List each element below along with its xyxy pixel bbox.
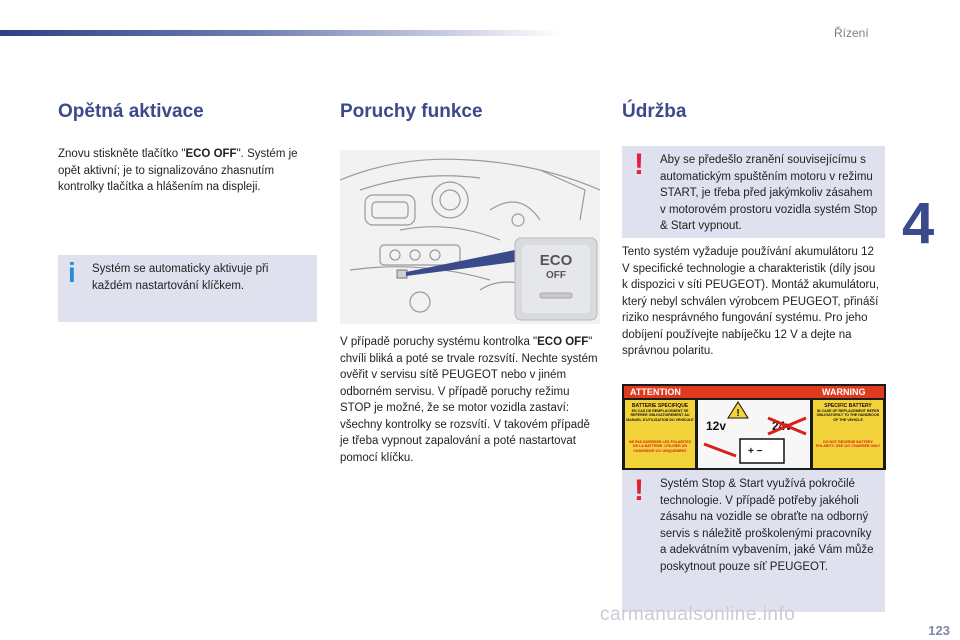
label-attention: ATTENTION <box>630 387 681 397</box>
page-number: 123 <box>928 623 950 638</box>
warning-box-2-text: Systém Stop & Start využívá pokročilé technologie. V případě potřeby jakéholi zásahu na vozidle se obraťte na odborný servis s náležitě proškolenými pracovníky a adekvátním vybavením, jaké Vám může poskytnout pouze síť PEUGEOT. <box>660 478 874 573</box>
info-box <box>58 255 317 322</box>
warning-icon: ! <box>634 474 644 507</box>
label-en-text-2: DO NOT REVERSE BATTERY POLARITY. USE 12V CHARGER ONLY <box>815 440 881 449</box>
svg-text:+ −: + − <box>748 446 763 457</box>
info-icon: i <box>68 257 76 288</box>
heading-malfunctions: Poruchy funkce <box>340 101 483 122</box>
maintenance-text: Tento systém vyžaduje používání akumulátoru 12 V specifické technologie a charakteristik (díly jsou k dispozici v síti PEUGEOT). Montáž akumulátoru, který nebyl schválen výrobcem PEUGEOT, přináší riziko nesprávného fungování systému. Pro jeho dobíjení používejte nabíječku 12 V a dejte na správnou polaritu. <box>622 246 879 357</box>
section-label: Řízení <box>834 26 869 40</box>
info-box-text: Systém se automaticky aktivuje při každém nastartování klíčkem. <box>92 263 269 292</box>
svg-text:!: ! <box>736 408 740 419</box>
label-fr-text-2: NE PAS INVERSER LES POLARITES DE LA BATTERIE. UTILISER UN CHARGEUR 12V UNIQUEMENT <box>628 440 692 453</box>
eco-label-top: ECO <box>539 252 573 269</box>
reactivation-text: Znovu stiskněte tlačítko "ECO OFF". Systém je opět aktivní; je to signalizováno zhasnutím kontrolky tlačítka a hlášením na displeji. <box>58 148 298 193</box>
label-24v: 24v <box>772 419 793 433</box>
warning-box-1-text: Aby se předešlo zranění souvisejícímu s automatickým spuštěním motoru v režimu START, je třeba před jakýmkoliv zásahem v motorovém prostoru vozidla systém Stop & Start vypnout. <box>660 154 878 232</box>
warning-box-2 <box>622 470 885 612</box>
label-warning: WARNING <box>822 387 866 397</box>
malfunction-text: V případě poruchy systému kontrolka "ECO OFF" chvíli bliká a poté se trvale rozsvítí. Nechte systém ověřit v servisu sítě PEUGEOT nebo v jiném odborném servisu. V případě poruchy režimu STOP je možné, že se motor vozidla zastaví: všechny kontrolky se rozsvítí. V takovém případě je třeba vypnout zapalování a poté nastartovat pomocí klíčku. <box>340 336 598 464</box>
warning-icon: ! <box>634 148 644 181</box>
dashboard-photo <box>340 150 600 324</box>
label-en-text-1: IN CASE OF REPLACEMENT REFER OBLIGATORILY TO THE HANDBOOK OF THE VEHICLE <box>816 409 880 422</box>
battery-warning-label <box>622 384 886 470</box>
label-fr-title: BATTERIE SPECIFIQUE <box>631 403 689 409</box>
chapter-number: 4 <box>902 191 935 256</box>
label-fr-text-1: EN CAS DE REMPLACEMENT SE REFERER OBLIGATOIREMENT AU MANUEL D'UTILISATION DU VEHICULE <box>626 409 694 422</box>
eco-label-bottom: OFF <box>546 270 566 281</box>
top-gradient-bar <box>0 30 560 36</box>
label-12v: 12v <box>706 419 727 433</box>
heading-maintenance: Údržba <box>622 101 687 122</box>
heading-reactivation: Opětná aktivace <box>58 101 204 122</box>
watermark: carmanualsonline.info <box>600 604 796 625</box>
warning-box-1 <box>622 146 885 238</box>
label-en-title: SPECIFIC BATTERY <box>824 403 872 409</box>
